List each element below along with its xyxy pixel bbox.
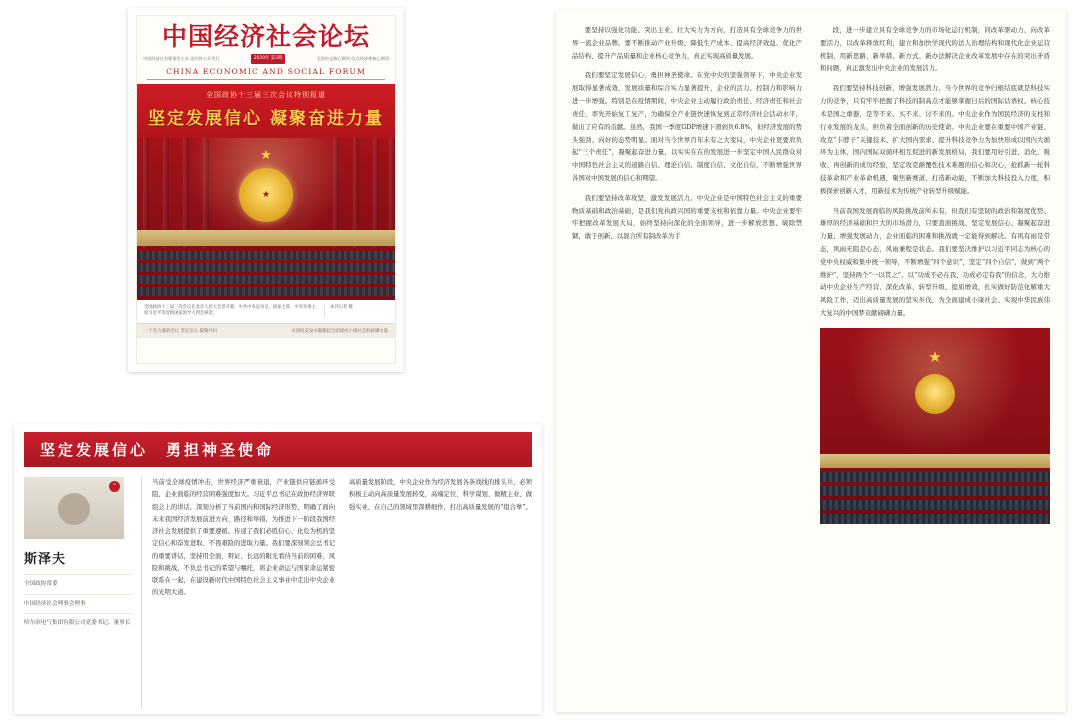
cover-caption-credit: 本刊记者 摄: [324, 305, 388, 318]
magazine-cover-card: [128, 8, 404, 372]
cover-bottom-bar: [137, 323, 395, 338]
cover-photo-caption: [137, 300, 395, 323]
avatar: [24, 477, 124, 539]
cover-caption-main: 全国政协十三届三次会议在北京人民大会堂开幕，中共中央总书记、国家主席、中央军委主席习近平等党和国家领导人到会祝贺。: [144, 304, 316, 317]
article-paragraph: 要坚持以强化功能、突出主业、壮大实力为方向，打造具有全球竞争力的世界一流企业品牌。要不断推动产业升级、降低生产成本、提高经济效益、优化产品结构、提升产品质量和企业核心竞争力，真正实现高质量发展。: [572, 26, 802, 60]
cover-headline: 坚定发展信心 凝聚奋进力量: [148, 108, 384, 129]
national-emblem-icon: [915, 374, 955, 414]
quote-icon: ”: [109, 481, 120, 492]
article-page-card: [556, 10, 1066, 712]
interview-title: 坚定发展信心 勇担神圣使命: [24, 432, 532, 467]
stage-desk: [820, 454, 1050, 468]
article-column-left: [572, 24, 802, 698]
cover-bottom-left-text: 一个有力量的会议 坚定信心 凝聚共识: [144, 328, 218, 334]
masthead-divider: [147, 79, 385, 80]
article-photo-great-hall: [820, 328, 1050, 524]
interview-text-columns: [152, 477, 532, 709]
magazine-masthead-title: 中国经济社会论坛: [161, 22, 370, 51]
interviewee-role-1: 全国政协常委: [24, 574, 132, 590]
cover-bottom-right-text: 从团结奋发中凝聚起全面建成小康社会的磅礴力量: [291, 328, 388, 334]
interview-paragraph: 高质量发展阶段，中央企业作为经济发展各条战线的排头兵，必须积极主动向高质量发展转变，高端定位、科学谋划、做精主业、做强实业，在自己的领域里深耕细作，打出高质量发展的“组合拳”。: [349, 479, 532, 511]
stage-desk: [137, 230, 395, 246]
magazine-cover: [136, 15, 396, 364]
cover-kicker: 全国政协十三届三次会议特别报道: [206, 90, 326, 99]
interview-profile: [24, 477, 142, 709]
cover-headline-band: [137, 84, 395, 138]
interviewee-name: 斯泽夫: [24, 552, 67, 567]
cover-photo-great-hall: [137, 138, 395, 300]
article-paragraph: 当前我国发展面临的风险挑战前所未有，但我们有坚韧的政治和制度优势、雄厚的经济基础和巨大的市场潜力，只要直面挑战、坚定发展信心、凝聚起奋进力量、增强发展动力，企业面临的困难和挑战就一定能得到解决。有风有雨是常态，风雨无阻是心态，风雨兼程是状态。我们要坚决维护以习近平同志为核心的党中央权威和集中统一领导，不断增强“四个意识”，坚定“四个自信”，做到“两个维护”，坚持两个“一以贯之”，以“功成不必在我、功成必定有我”的信念，大力推动中央企业生产经营、深化改革、转型升级、提质增效，扎实做好防范化解重大风险工作，迈出高质量发展的坚实步伐，为全面建成小康社会、实现中华民族伟大复兴的中国梦贡献磅礴力量。: [820, 206, 1050, 318]
article-paragraph: 段，进一步建立具有全球竞争力的市场化运行机制，同改革驱动力、向改革要活力，以改革释放红利，建立和加快学现代的法人治理结构和现代化企业运营机制，用新思路、新举措、新方式、新办法解决企业改革发展中存在的突出矛盾和问题，真正激发出中央企业的发展活力。: [820, 26, 1050, 73]
interview-column-1: [152, 477, 335, 709]
magazine-english-title: CHINA ECONOMIC AND SOCIAL FORUM: [166, 66, 366, 76]
article-columns: [572, 24, 1050, 698]
magazine-masthead-subline: [137, 49, 395, 64]
article-paragraph: 我们要坚持科技创新，增强发展潜力。当今世界的竞争归根结底就是科技实力的竞争，只有牢牢把握了科技的制高点才能够掌握日后的国际话语权。核心技术是国之重器，是等不来、买不来、讨不来的。中央企业作为国民经济的支柱和行业发展的龙头，担负着全面创新的历史使命。中央企业要在重要中国产业链、攻克“卡脖子”关键技术、扩大国内需求、提升科技竞争力为加快形成以国内大循环为主体、国内国际双循环相互促进的新发展格局，我们要用好引进、消化、吸收、再创新的成功经验，坚定攻克颠覆性技术难题的信心和决心，抢抓新一轮科技革命和产业革命机遇，聚焦新赛道，打造新动能，不断加大科技投入力度，积极探索创新人才，用新技术为传统产业转型升级赋能。: [820, 84, 1050, 195]
interview-page-card: [14, 424, 542, 714]
interview-paragraph: 当前受全球疫情冲击，世界经济严重衰退，产业链供应链循环受阻，企业面临的经营困难强度加大。习近平总书记在政协经济界联组会上的讲话，深刻分析了当前国内和国际经济形势，明确了面向未来我国经济发展前进方向、路径和举措，为推进下一阶段我国经济社会发展提供了重要遵循。传递了我们必胜信心、化危为机的坚定信心和奋发进取、不畏艰险的进取力量。我们要深刻领会总书记的重要讲话，坚持用全面、辩证、长远的眼光看待当前的困难、风险和挑战，不负总书记的希望与嘱托，将企业命运与国家命运紧密联系在一起，在建设新时代中国特色社会主义事业中走出中央企业的光明大道。: [152, 479, 335, 597]
national-emblem-icon: ★: [239, 168, 293, 222]
magazine-issue-badge: 2020年 第3期: [251, 54, 286, 64]
red-star-icon: ★: [260, 147, 272, 163]
article-paragraph: 我们要坚持改革攻坚，激发发展活力。中央企业是中国特色社会主义的重要物质基础和政治基础，是我们党执政兴国的重要支柱和依靠力量。中央企业要牢牢把握改革发展大局，始终坚持向深化的全面领导，进一步解放思想、破除禁锢，敢于创新，以混合所有制改革为手: [572, 193, 802, 241]
article-paragraph: 我们要坚定发展信心，勇担神圣使命。在党中央的坚强领导下，中央企业发展取得显著成效，发展质量和综合实力显著提升，企业的活力、控制力和影响力进一步增强。特别是在疫情期间，中央企业主动履行政治责任、经济责任和社会责任，率先开始复工复产，为确保全产业链快速恢复到正常经济社会活动水平，做出了应有的贡献。虽然，我国一季度GDP增速下滑到负6.8%，但经济发展的势头强劲、向好的态势明显。面对当今世界百年未有之大变局，中央企业更要肩负起“三个责任”，凝聚起奋进力量，以实实在在的发展进一步坚定中国人民群众对中国特色社会主义的道路自信、理论自信、制度自信、文化自信，不断增强世界各国对中国发展的信心和期望。: [572, 71, 802, 182]
interview-column-2: [349, 477, 532, 709]
interviewee-role-2: 中国经济社会理事会理事: [24, 594, 132, 610]
interview-body: [24, 477, 532, 709]
red-star-icon: ★: [928, 347, 942, 366]
article-column-right: [820, 24, 1050, 698]
masthead-right-text: 全国中文核心期刊 综合经济类核心期刊: [316, 56, 389, 62]
masthead-left-text: 中国经济社会理事会主办 国内外公开发行: [143, 56, 220, 62]
interviewee-role-3: 哈尔滨电气集团有限公司党委书记、董事长: [24, 613, 132, 629]
